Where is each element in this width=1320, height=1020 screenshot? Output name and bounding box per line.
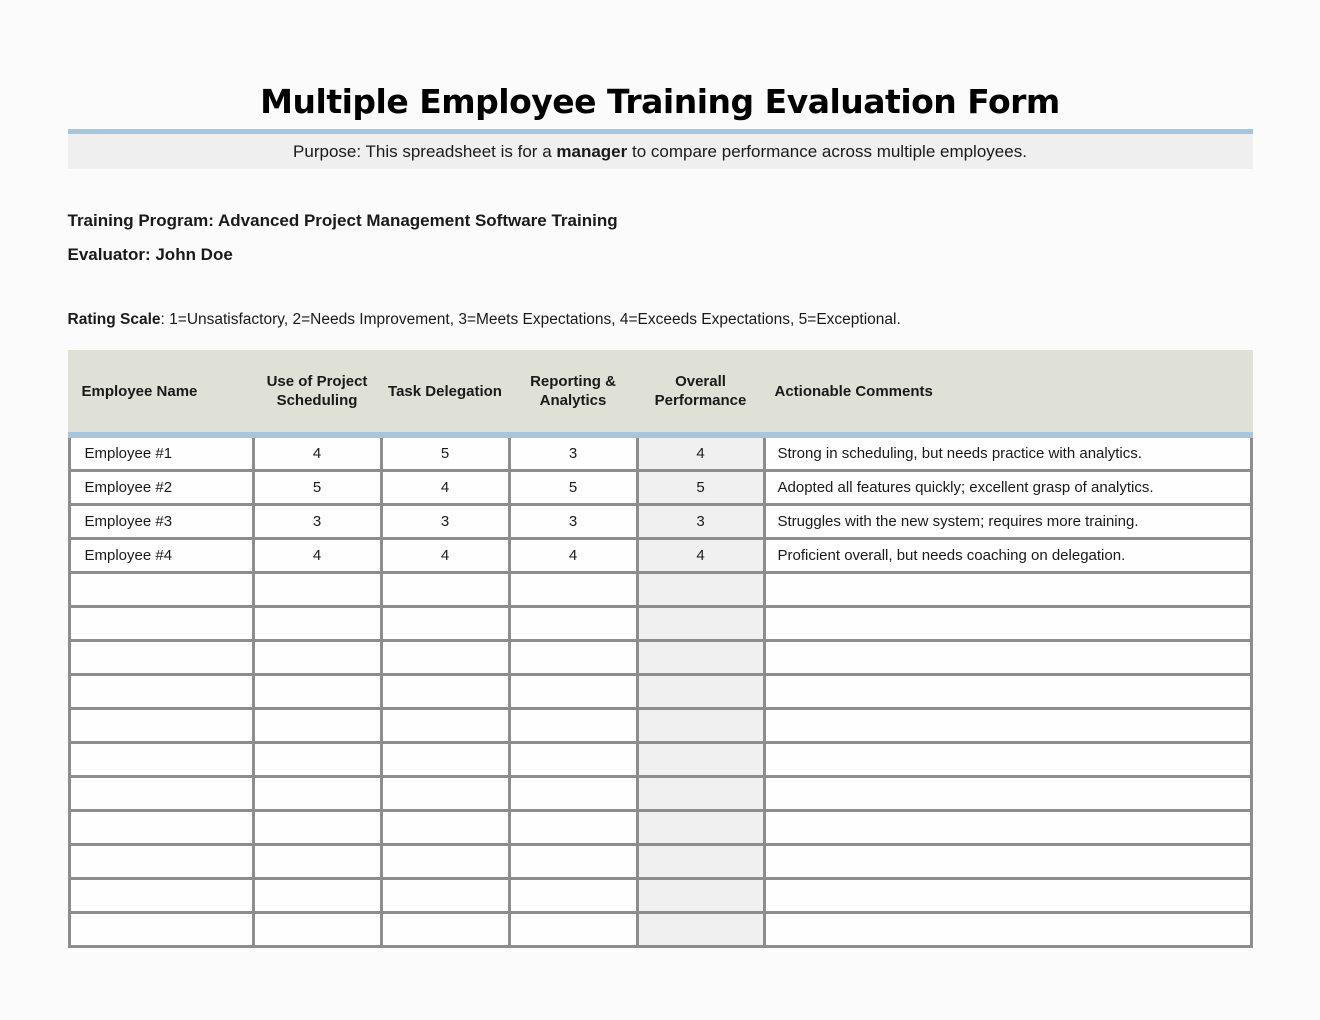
empty-comment-cell[interactable] <box>766 642 1250 673</box>
empty-score-cell[interactable] <box>639 880 763 911</box>
employee-name-cell[interactable]: Employee #1 <box>71 438 252 469</box>
empty-score-cell[interactable] <box>639 812 763 843</box>
empty-score-cell[interactable] <box>639 914 763 945</box>
score-cell[interactable]: 4 <box>383 472 508 503</box>
score-cell[interactable]: 3 <box>511 506 636 537</box>
empty-score-cell[interactable] <box>255 744 380 775</box>
empty-score-cell[interactable] <box>383 778 508 809</box>
score-cell[interactable]: 4 <box>639 540 763 571</box>
empty-score-cell[interactable] <box>639 846 763 877</box>
rating-scale-line <box>68 311 1253 329</box>
comment-cell[interactable]: Struggles with the new system; requires more training. <box>766 506 1250 537</box>
empty-score-cell[interactable] <box>255 914 380 945</box>
evaluator-line: Evaluator: John Doe <box>67 245 233 264</box>
empty-name-cell[interactable] <box>71 812 252 843</box>
purpose-text: Purpose: This spreadsheet is for a manager to compare performance across multiple employees. <box>293 141 1027 161</box>
empty-score-cell[interactable] <box>511 812 636 843</box>
empty-score-cell[interactable] <box>511 574 636 605</box>
purpose-bold-word: manager <box>556 141 628 161</box>
empty-score-cell[interactable] <box>511 914 636 945</box>
empty-score-cell[interactable] <box>639 574 763 605</box>
empty-name-cell[interactable] <box>71 608 252 639</box>
empty-score-cell[interactable] <box>255 812 380 843</box>
score-cell[interactable]: 4 <box>383 540 508 571</box>
empty-name-cell[interactable] <box>71 914 252 945</box>
empty-score-cell[interactable] <box>383 914 508 945</box>
empty-comment-cell[interactable] <box>766 608 1250 639</box>
score-cell[interactable]: 4 <box>511 540 636 571</box>
empty-score-cell[interactable] <box>255 676 380 707</box>
evaluation-table <box>68 350 1253 948</box>
empty-score-cell[interactable] <box>639 608 763 639</box>
score-cell[interactable]: 5 <box>639 472 763 503</box>
empty-score-cell[interactable] <box>383 676 508 707</box>
form-info-block <box>68 209 1253 267</box>
empty-score-cell[interactable] <box>255 846 380 877</box>
table-header-row <box>68 350 1253 432</box>
empty-score-cell[interactable] <box>639 778 763 809</box>
table-body <box>68 438 1253 948</box>
training-program-line: Training Program: Advanced Project Management Software Training <box>67 211 618 230</box>
rating-scale-label: Rating Scale <box>67 311 161 328</box>
empty-comment-cell[interactable] <box>766 880 1250 911</box>
empty-score-cell[interactable] <box>255 880 380 911</box>
empty-name-cell[interactable] <box>71 846 252 877</box>
empty-score-cell[interactable] <box>255 608 380 639</box>
column-header: Employee Name <box>81 382 198 400</box>
employee-name-cell[interactable]: Employee #4 <box>71 540 252 571</box>
empty-name-cell[interactable] <box>71 880 252 911</box>
empty-score-cell[interactable] <box>511 846 636 877</box>
empty-name-cell[interactable] <box>71 778 252 809</box>
employee-name-cell[interactable]: Employee #2 <box>71 472 252 503</box>
empty-comment-cell[interactable] <box>766 676 1250 707</box>
column-header: Reporting & Analytics <box>530 373 616 409</box>
empty-comment-cell[interactable] <box>766 778 1250 809</box>
empty-name-cell[interactable] <box>71 574 252 605</box>
score-cell[interactable]: 4 <box>255 540 380 571</box>
empty-score-cell[interactable] <box>639 676 763 707</box>
empty-name-cell[interactable] <box>71 642 252 673</box>
column-header: Use of Project Scheduling <box>266 373 368 409</box>
empty-score-cell[interactable] <box>511 642 636 673</box>
score-cell[interactable]: 3 <box>383 506 508 537</box>
empty-score-cell[interactable] <box>383 710 508 741</box>
comment-cell[interactable]: Strong in scheduling, but needs practice with analytics. <box>766 438 1250 469</box>
empty-score-cell[interactable] <box>255 778 380 809</box>
employee-name-cell[interactable]: Employee #3 <box>71 506 252 537</box>
comment-cell[interactable]: Proficient overall, but needs coaching on delegation. <box>766 540 1250 571</box>
empty-score-cell[interactable] <box>639 642 763 673</box>
score-cell[interactable]: 5 <box>383 438 508 469</box>
empty-score-cell[interactable] <box>511 608 636 639</box>
empty-score-cell[interactable] <box>383 846 508 877</box>
rating-scale-text: : 1=Unsatisfactory, 2=Needs Improvement, 3=Meets Expectations, 4=Exceeds Expectations, 5=Exceptional. <box>160 311 901 328</box>
empty-comment-cell[interactable] <box>766 710 1250 741</box>
empty-name-cell[interactable] <box>71 676 252 707</box>
page-title: Multiple Employee Training Evaluation Form <box>260 82 1060 121</box>
score-cell[interactable]: 5 <box>511 472 636 503</box>
empty-score-cell[interactable] <box>383 608 508 639</box>
score-cell[interactable]: 4 <box>255 438 380 469</box>
empty-score-cell[interactable] <box>383 574 508 605</box>
empty-score-cell[interactable] <box>511 710 636 741</box>
empty-score-cell[interactable] <box>639 744 763 775</box>
empty-score-cell[interactable] <box>639 710 763 741</box>
empty-comment-cell[interactable] <box>766 812 1250 843</box>
empty-score-cell[interactable] <box>511 880 636 911</box>
empty-score-cell[interactable] <box>255 574 380 605</box>
score-cell[interactable]: 3 <box>511 438 636 469</box>
score-cell[interactable]: 3 <box>255 506 380 537</box>
empty-score-cell[interactable] <box>511 676 636 707</box>
column-header: Actionable Comments <box>774 382 933 400</box>
empty-comment-cell[interactable] <box>766 574 1250 605</box>
empty-comment-cell[interactable] <box>766 744 1250 775</box>
empty-comment-cell[interactable] <box>766 846 1250 877</box>
score-cell[interactable]: 4 <box>639 438 763 469</box>
empty-name-cell[interactable] <box>71 744 252 775</box>
evaluation-form-page <box>68 82 1253 948</box>
column-header: Task Delegation <box>388 382 502 400</box>
empty-score-cell[interactable] <box>511 778 636 809</box>
empty-score-cell[interactable] <box>383 880 508 911</box>
empty-score-cell[interactable] <box>255 710 380 741</box>
comment-cell[interactable]: Adopted all features quickly; excellent grasp of analytics. <box>766 472 1250 503</box>
empty-score-cell[interactable] <box>255 642 380 673</box>
purpose-banner <box>68 134 1253 169</box>
empty-score-cell[interactable] <box>511 744 636 775</box>
score-cell[interactable]: 3 <box>639 506 763 537</box>
column-header: Overall Performance <box>654 373 747 409</box>
empty-comment-cell[interactable] <box>766 914 1250 945</box>
empty-score-cell[interactable] <box>383 744 508 775</box>
empty-name-cell[interactable] <box>71 710 252 741</box>
empty-score-cell[interactable] <box>383 812 508 843</box>
empty-score-cell[interactable] <box>383 642 508 673</box>
score-cell[interactable]: 5 <box>255 472 380 503</box>
